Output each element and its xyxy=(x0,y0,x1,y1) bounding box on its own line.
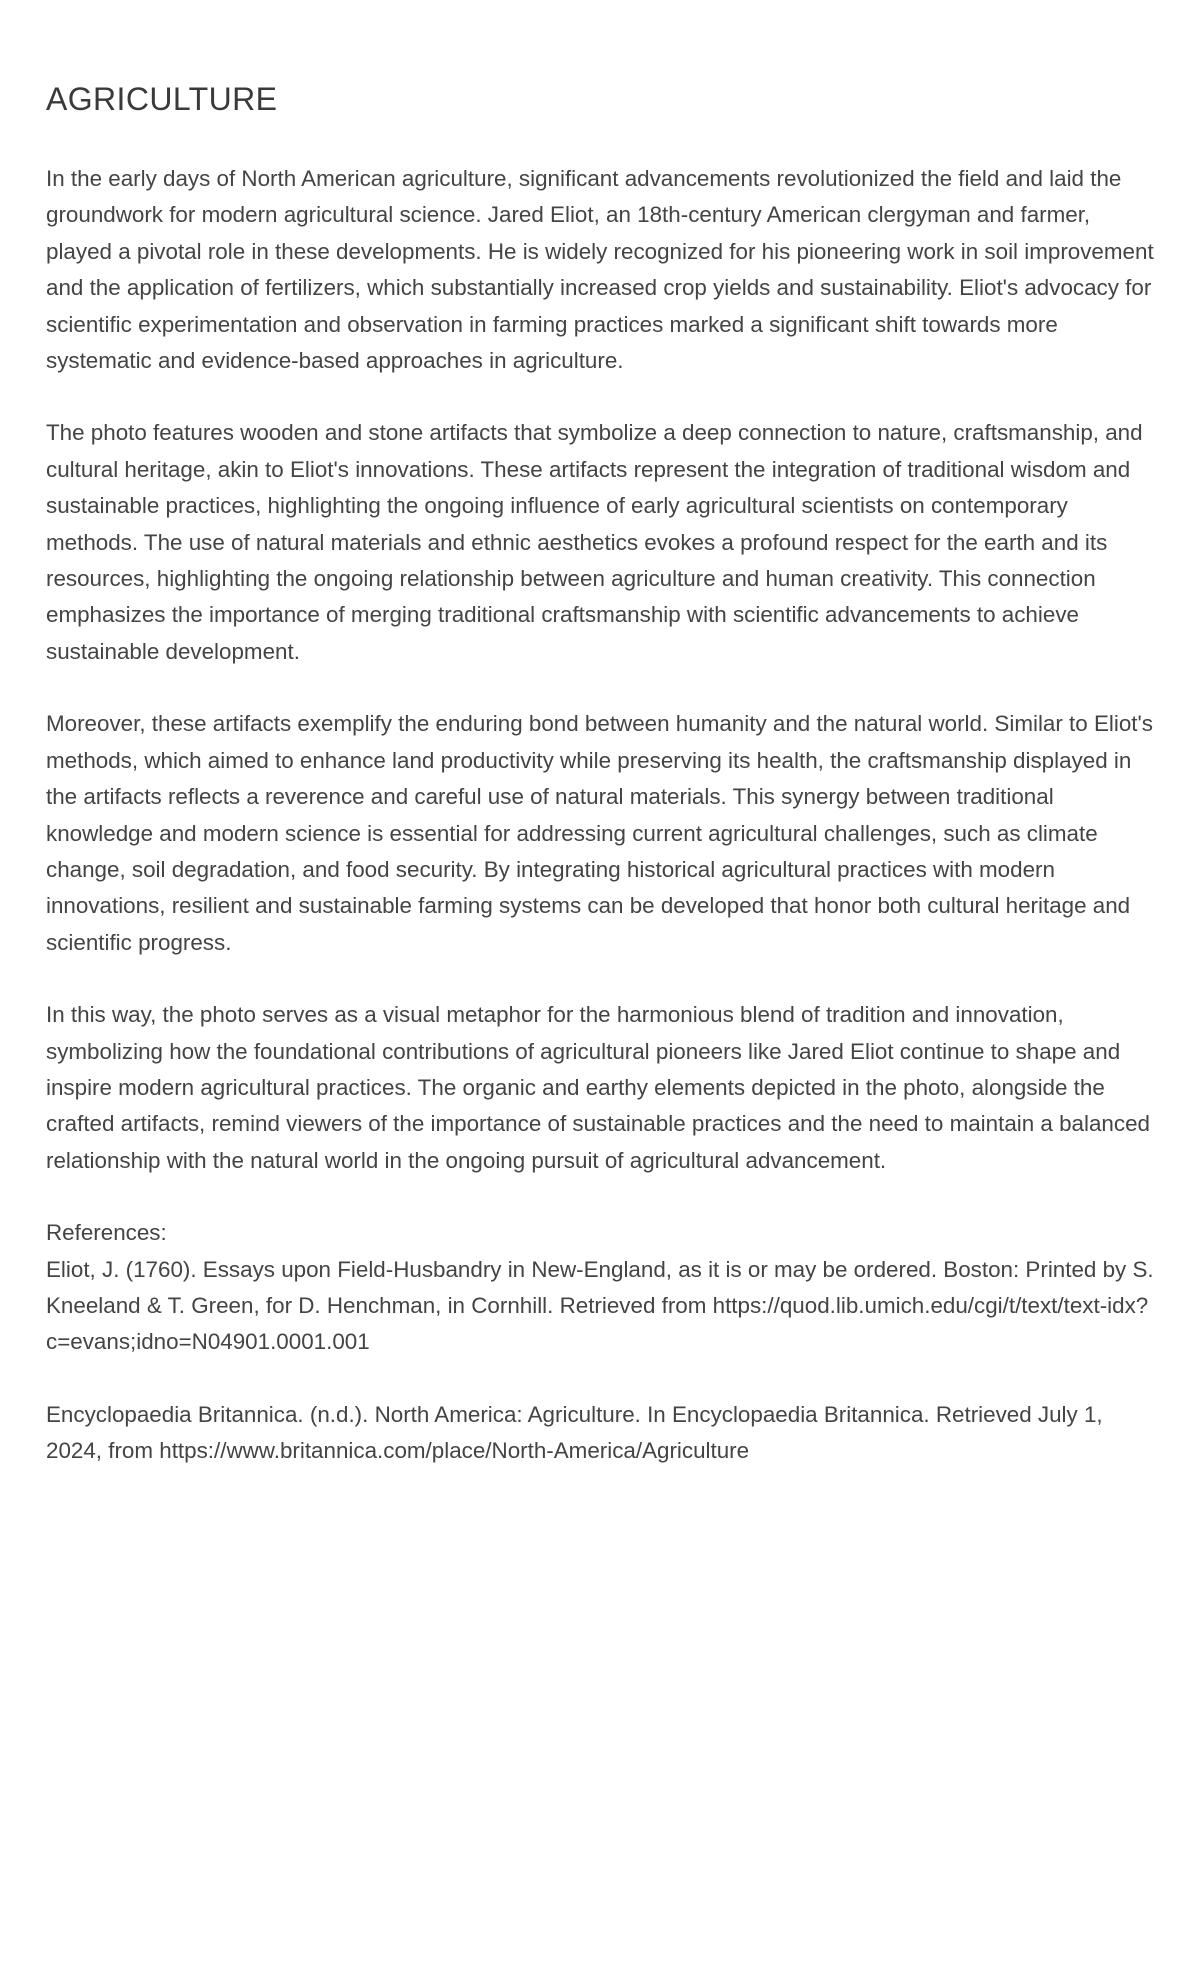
paragraph-metaphor: In this way, the photo serves as a visual metaphor for the harmonious blend of tradition and innovation, symbolizing how the foundational contributions of agricultural pioneers like Jared Eliot continue to shape and inspire modern agricultural practices. The organic and earthy elements depicted in the photo, alongside the crafted artifacts, remind viewers of the importance of sustainable practices and the need to maintain a balanced relationship with the natural world in the ongoing pursuit of agricultural advancement. xyxy=(46,1002,1150,1173)
paragraph-intro: In the early days of North American agriculture, significant advancements revolutionized the field and laid the groundwork for modern agricultural science. Jared Eliot, an 18th-century American clergyman and farmer, played a pivotal role in these developments. He is widely recognized for his pioneering work in soil improvement and the application of fertilizers, which substantially increased crop yields and sustainability. Eliot's advocacy for scientific experimentation and observation in farming practices marked a significant shift towards more systematic and evidence-based approaches in agriculture. xyxy=(46,166,1154,374)
page-title: AGRICULTURE xyxy=(46,81,278,117)
reference-entry-eliot: Eliot, J. (1760). Essays upon Field-Husbandry in New-England, as it is or may be ordered. Boston: Printed by S. Kneeland & T. Green, for D. Henchman, in Cornhill. Retrieved from https://quod.lib.umich.edu/cgi/t/text/text-idx?c=evans;idno=N04901.0001.001 xyxy=(46,1256,1154,1355)
paragraph-artifacts: The photo features wooden and stone artifacts that symbolize a deep connection to nature, craftsmanship, and cultural heritage, akin to Eliot's innovations. These artifacts represent the integration of traditional wisdom and sustainable practices, highlighting the ongoing influence of early agricultural scientists on contemporary methods. The use of natural materials and ethnic aesthetics evokes a profound respect for the earth and its resources, highlighting the ongoing relationship between agriculture and human creativity. This connection emphasizes the importance of merging traditional craftsmanship with scientific advancements to achieve sustainable development. xyxy=(46,420,1143,664)
references-section xyxy=(46,1215,1154,1469)
reference-entry-britannica: Encyclopaedia Britannica. (n.d.). North America: Agriculture. In Encyclopaedia Britannica. Retrieved July 1, 2024, from https://www.britannica.com/place/North-America/Agriculture xyxy=(46,1401,1103,1464)
article-body xyxy=(46,161,1154,1179)
references-heading: References: xyxy=(46,1220,167,1246)
paragraph-bond: Moreover, these artifacts exemplify the enduring bond between humanity and the natural world. Similar to Eliot's methods, which aimed to enhance land productivity while preserving its health, the craftsmanship displayed in the artifacts reflects a reverence and careful use of natural materials. This synergy between traditional knowledge and modern science is essential for addressing current agricultural challenges, such as climate change, soil degradation, and food security. By integrating historical agricultural practices with modern innovations, resilient and sustainable farming systems can be developed that honor both cultural heritage and scientific progress. xyxy=(46,711,1153,955)
